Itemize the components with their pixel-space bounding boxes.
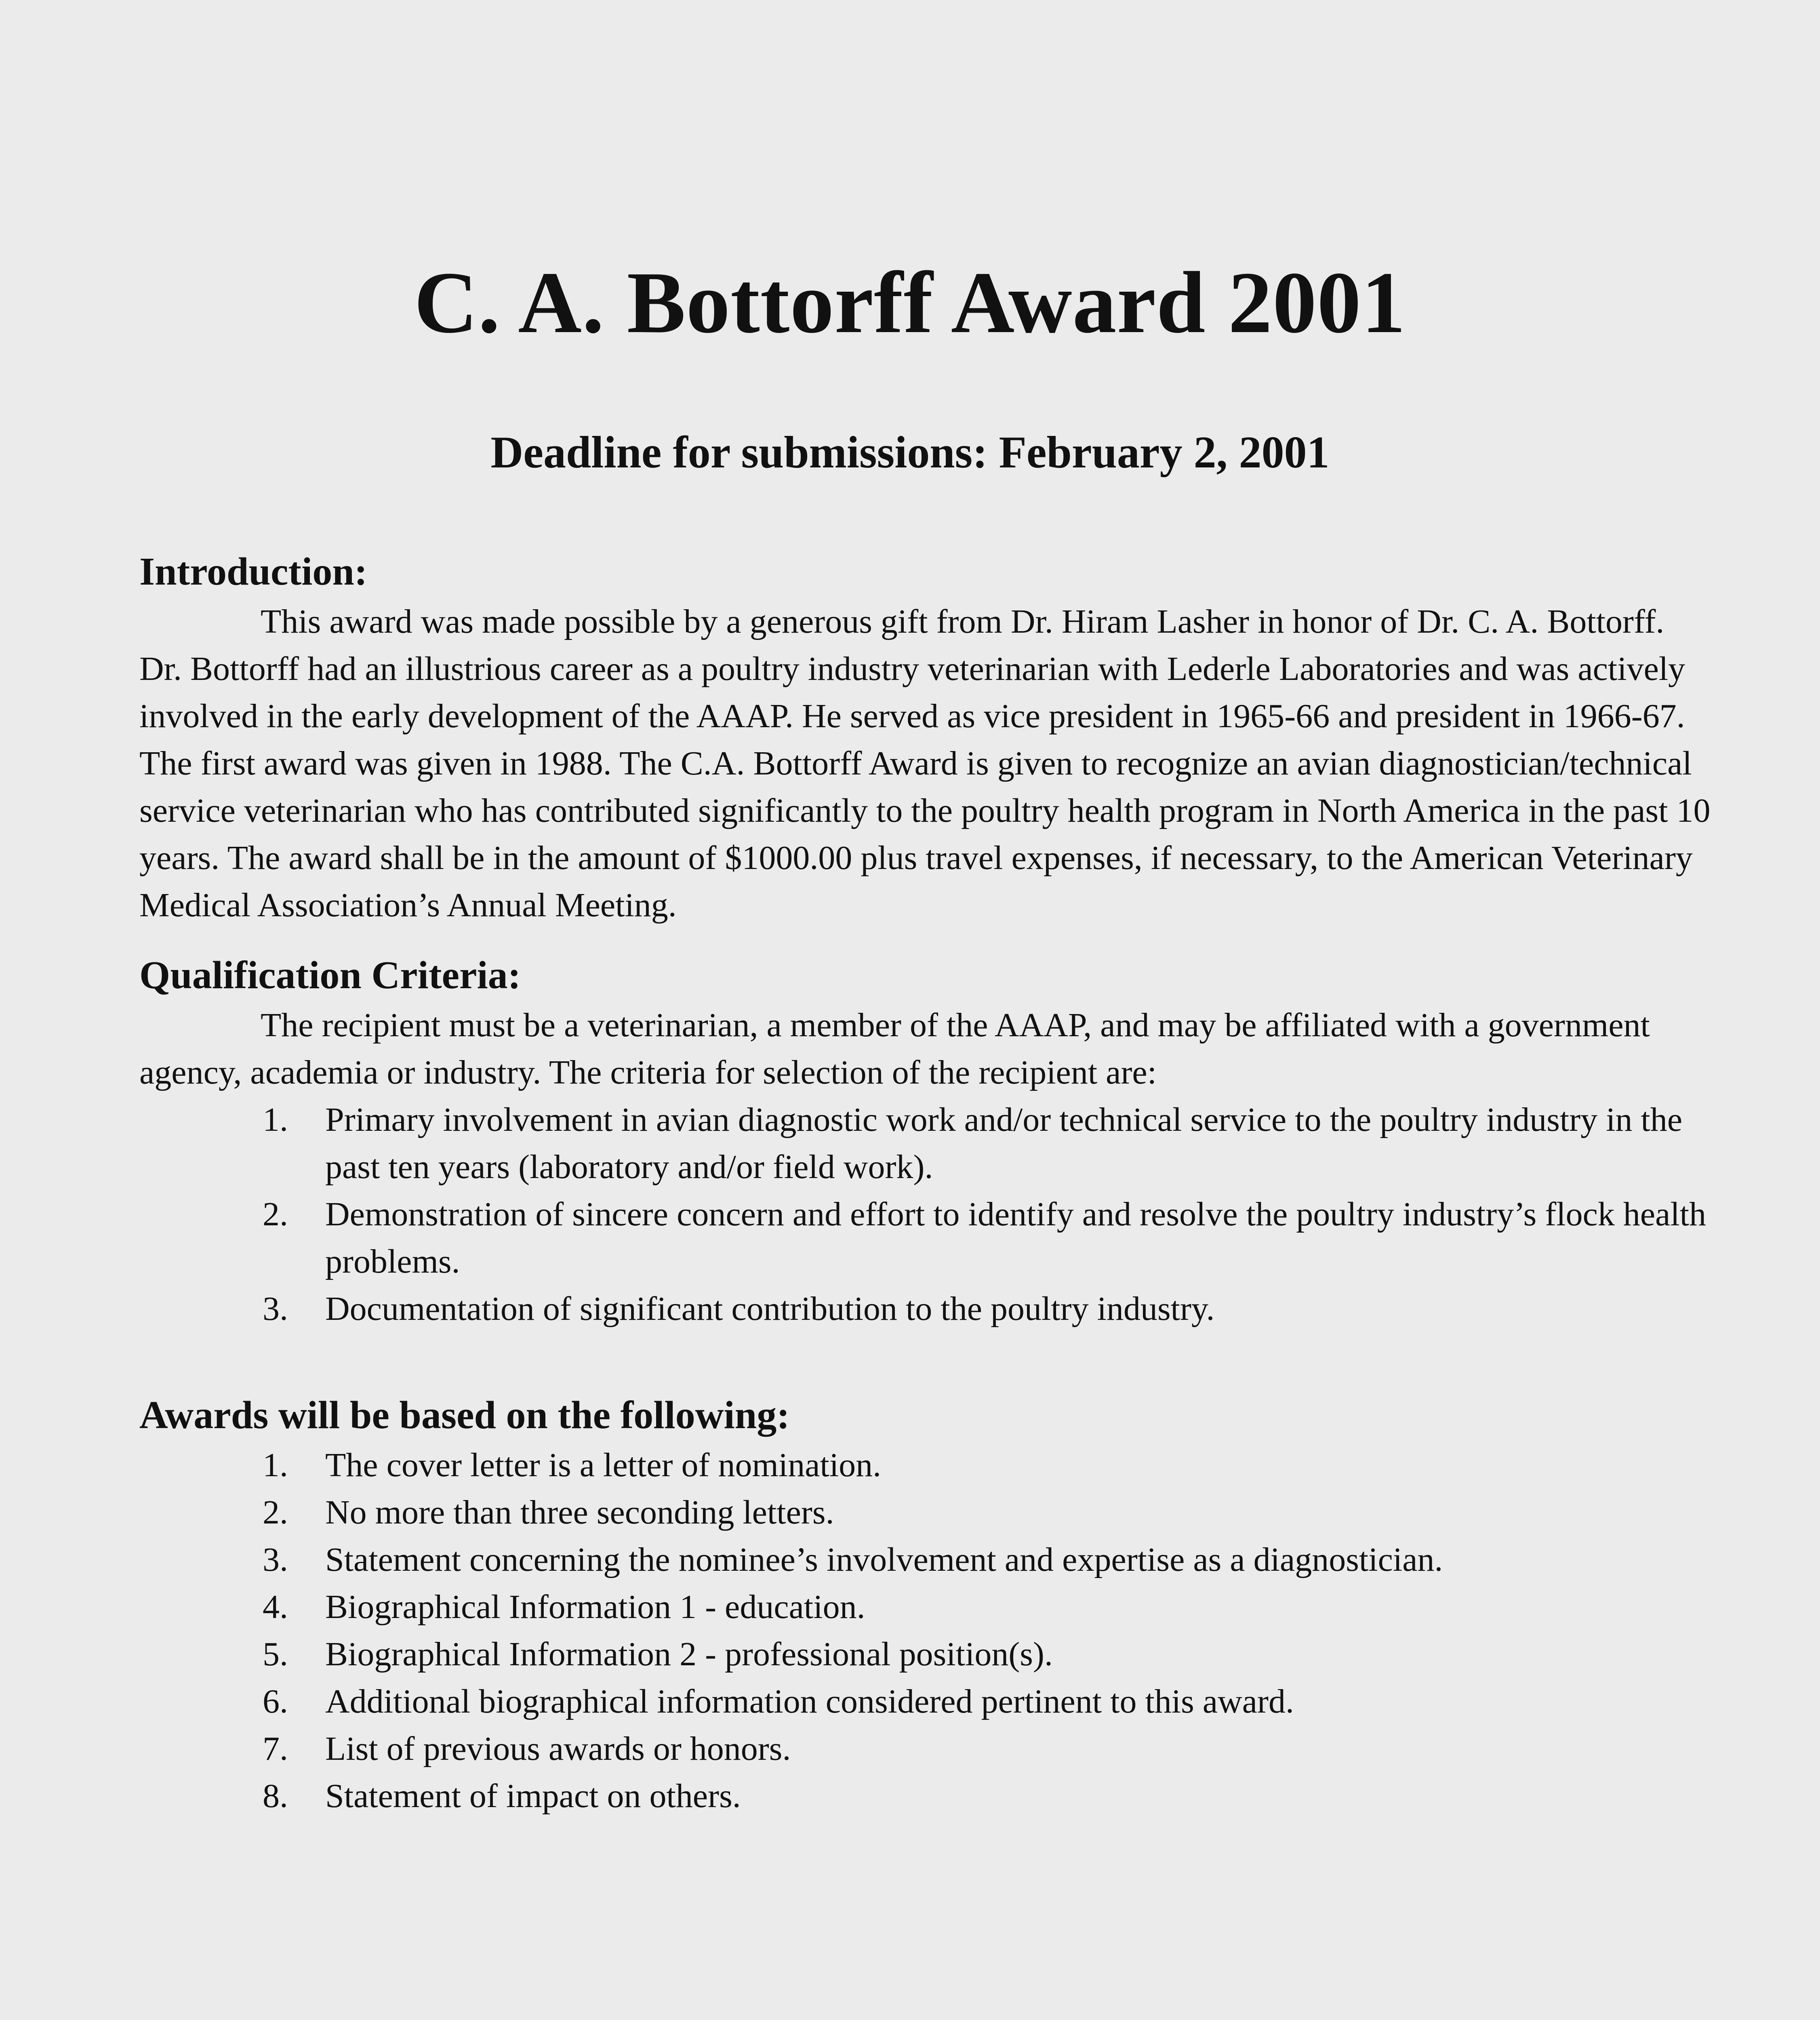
- list-item-text: Demonstration of sincere concern and effort to identify and resolve the poultry industry’s flock health problems.: [325, 1195, 1706, 1280]
- list-item: [139, 1631, 1715, 1678]
- list-item: [139, 1489, 1715, 1536]
- qualification-list: [139, 1096, 1715, 1332]
- list-item-number: 8.: [263, 1777, 288, 1815]
- list-item-text: List of previous awards or honors.: [325, 1730, 791, 1768]
- qualification-paragraph: The recipient must be a veterinarian, a member of the AAAP, and may be affiliated with a government agency, academia or industry. The criteria for selection of the recipient are:: [139, 1006, 1650, 1091]
- qualification-section: [139, 949, 1715, 1332]
- list-item-text: Statement of impact on others.: [325, 1777, 741, 1815]
- list-item-number: 1.: [263, 1446, 288, 1484]
- introduction-paragraph: This award was made possible by a generous gift from Dr. Hiram Lasher in honor of Dr. C. A. Bottorff. Dr. Bottorff had an illustrious career as a poultry industry veterinarian with Lederle Laboratories and was actively involved in the early development of the AAAP. He served as vice president in 1965-66 and president in 1966-67. The first award was given in 1988. The C.A. Bottorff Award is given to recognize an avian diagnostician/technical service veterinarian who has contributed significantly to the poultry health program in North America in the past 10 years. The award shall be in the amount of $1000.00 plus travel expenses, if necessary, to the American Veterinary Medical Association’s Annual Meeting.: [139, 603, 1711, 924]
- list-item-number: 2.: [263, 1195, 288, 1233]
- list-item-number: 6.: [263, 1683, 288, 1720]
- list-item: [139, 1725, 1715, 1772]
- list-item: [139, 1772, 1715, 1820]
- deadline-subtitle: Deadline for submissions: February 2, 2001: [490, 427, 1330, 478]
- awards-heading: Awards will be based on the following:: [139, 1393, 790, 1437]
- list-item-text: The cover letter is a letter of nomination.: [325, 1446, 882, 1484]
- list-item-text: Biographical Information 1 - education.: [325, 1588, 865, 1626]
- list-item-number: 3.: [263, 1290, 288, 1328]
- list-item: [139, 1583, 1715, 1631]
- list-item: [139, 1441, 1715, 1489]
- list-item-number: 1.: [263, 1101, 288, 1138]
- list-item-text: No more than three seconding letters.: [325, 1494, 834, 1531]
- page-title: C. A. Bottorff Award 2001: [414, 254, 1406, 351]
- list-item: [139, 1191, 1715, 1285]
- list-item-text: Primary involvement in avian diagnostic work and/or technical service to the poultry industry in the past ten years (laboratory and/or field work).: [325, 1101, 1683, 1186]
- introduction-section: [139, 545, 1715, 929]
- list-item-number: 7.: [263, 1730, 288, 1768]
- list-item-text: Statement concerning the nominee’s involvement and expertise as a diagnostician.: [325, 1541, 1443, 1578]
- list-item-number: 4.: [263, 1588, 288, 1626]
- list-item-number: 5.: [263, 1635, 288, 1673]
- list-item-text: Documentation of significant contribution to the poultry industry.: [325, 1290, 1215, 1328]
- list-item-text: Additional biographical information considered pertinent to this award.: [325, 1683, 1294, 1720]
- list-item: [139, 1536, 1715, 1583]
- awards-section: [139, 1389, 1715, 1820]
- list-item-number: 3.: [263, 1541, 288, 1578]
- document-body: [139, 545, 1715, 1820]
- awards-list: [139, 1441, 1715, 1820]
- list-item: [139, 1285, 1715, 1332]
- list-item: [139, 1678, 1715, 1725]
- introduction-heading: Introduction:: [139, 550, 368, 593]
- list-item: [139, 1096, 1715, 1191]
- list-item-text: Biographical Information 2 - professional position(s).: [325, 1635, 1053, 1673]
- list-item-number: 2.: [263, 1494, 288, 1531]
- qualification-heading: Qualification Criteria:: [139, 953, 521, 997]
